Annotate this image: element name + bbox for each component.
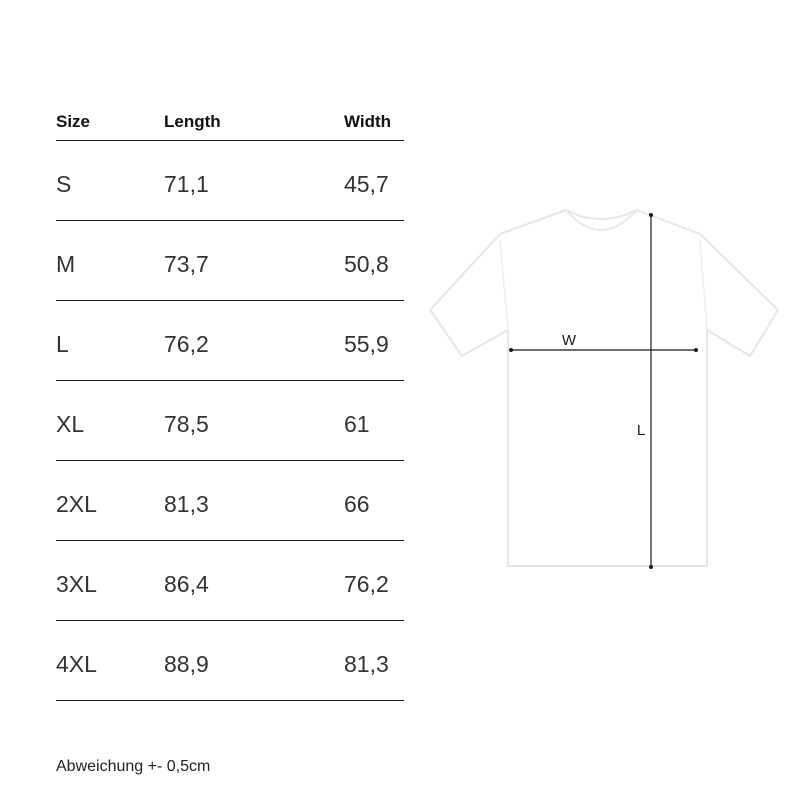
length-measure-end-top — [649, 213, 653, 217]
table-row — [56, 141, 404, 221]
cell-width: 66 — [344, 491, 370, 517]
tolerance-note: Abweichung +- 0,5cm — [56, 758, 211, 775]
header-length: Length — [164, 112, 221, 131]
length-label: L — [636, 422, 646, 439]
length-measure-end-bottom — [649, 565, 653, 569]
cell-length: 73,7 — [164, 251, 209, 277]
table-row — [56, 541, 404, 621]
cell-width: 55,9 — [344, 331, 389, 357]
cell-width: 76,2 — [344, 571, 389, 597]
cell-size: 2XL — [56, 491, 97, 517]
cell-length: 86,4 — [164, 571, 209, 597]
cell-size: L — [56, 331, 69, 357]
cell-length: 71,1 — [164, 171, 209, 197]
header-size: Size — [56, 112, 91, 131]
cell-length: 88,9 — [164, 651, 209, 677]
table-row — [56, 381, 404, 461]
cell-size: 4XL — [56, 651, 97, 677]
cell-length: 76,2 — [164, 331, 209, 357]
table-row — [56, 621, 404, 701]
table-row — [56, 221, 404, 301]
width-label: W — [561, 332, 577, 349]
cell-width: 81,3 — [344, 651, 389, 677]
cell-width: 61 — [344, 411, 370, 437]
table-header — [56, 108, 404, 141]
width-measure-end-left — [509, 348, 513, 352]
tshirt-body — [430, 210, 778, 566]
cell-length: 81,3 — [164, 491, 209, 517]
size-table — [56, 108, 404, 701]
cell-length: 78,5 — [164, 411, 209, 437]
table-row — [56, 461, 404, 541]
cell-size: M — [56, 251, 76, 277]
cell-size: S — [56, 171, 72, 197]
header-width: Width — [344, 112, 392, 131]
width-measure-end-right — [694, 348, 698, 352]
cell-size: XL — [56, 411, 85, 437]
cell-width: 45,7 — [344, 171, 389, 197]
cell-width: 50,8 — [344, 251, 389, 277]
cell-size: 3XL — [56, 571, 97, 597]
tshirt-diagram — [420, 200, 790, 580]
table-row — [56, 301, 404, 381]
